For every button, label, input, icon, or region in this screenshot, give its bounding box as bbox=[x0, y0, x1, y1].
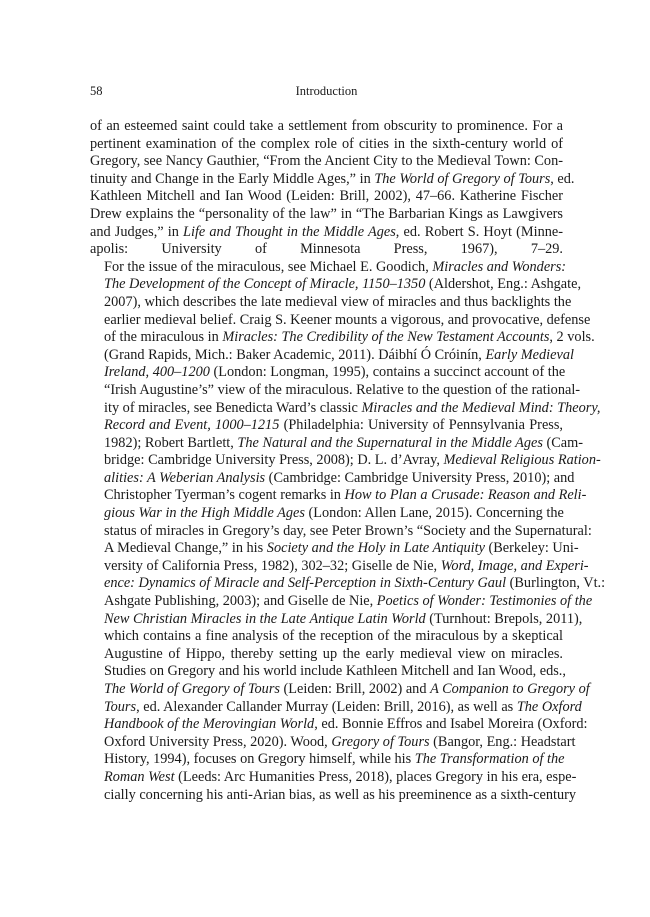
text-line bbox=[90, 381, 581, 400]
text-line bbox=[90, 399, 601, 418]
italic-title: alities: A Weberian Analysis bbox=[104, 469, 266, 486]
italic-title: Miracles: The Credibility of the New Testament Accounts bbox=[222, 329, 550, 346]
text-line bbox=[90, 593, 593, 611]
text-line bbox=[90, 329, 595, 347]
text-run: , ed. Robert S. Hoyt (Minne- bbox=[395, 223, 563, 240]
text-run: earlier medieval belief. Craig S. Keener mounts a vigorous, and provocative, defense bbox=[104, 311, 591, 328]
text-line bbox=[90, 646, 563, 664]
italic-title: A Companion to Gregory of bbox=[430, 681, 590, 697]
text-line bbox=[90, 751, 563, 769]
text-line bbox=[90, 452, 601, 470]
text-run: (Philadelphia: University of Pennsylvania Press, bbox=[279, 417, 563, 434]
italic-title: Early Medieval bbox=[485, 346, 574, 363]
text-run: Ashgate Publishing, 2003); and Giselle de Nie, bbox=[104, 593, 377, 610]
italic-title: Roman West bbox=[104, 768, 175, 785]
text-line bbox=[90, 716, 588, 734]
text-run: (Bangor, Eng.: Headstart bbox=[429, 733, 576, 750]
italic-title: Medieval Religious Ration- bbox=[443, 452, 601, 469]
text-run: “Irish Augustine’s” view of the miraculous. Relative to the question of the rational- bbox=[104, 381, 581, 398]
text-line bbox=[90, 346, 574, 365]
text-run: (Burlington, Vt.: bbox=[506, 575, 606, 592]
text-run: Kathleen Mitchell and Ian Wood (Leiden: Brill, 2002), 47–66. Katherine Fischer bbox=[90, 188, 563, 205]
text-line bbox=[90, 311, 591, 330]
text-line bbox=[90, 733, 576, 752]
text-run: pertinent examination of the complex role of cities in the sixth-century world of bbox=[90, 135, 563, 152]
italic-title: Society and the Holy in Late Antiquity bbox=[266, 540, 485, 557]
text-run: tinuity and Change in the Early Middle Ages,” in bbox=[90, 170, 375, 187]
text-line bbox=[90, 786, 577, 805]
text-run: which contains a fine analysis of the reception of the miraculous by a skeptical bbox=[104, 628, 563, 645]
page-number: 58 bbox=[90, 84, 103, 98]
italic-title: Life and Thought in the Middle Ages bbox=[183, 223, 396, 240]
text-run: bridge: Cambridge University Press, 2008); D. L. d’Avray, bbox=[104, 452, 444, 469]
paragraph bbox=[90, 663, 590, 804]
text-line bbox=[90, 434, 584, 453]
italic-title: Miracles and the Medieval Mind: Theory, bbox=[361, 399, 601, 416]
text-run: Drew explains the “personality of the law” in “The Barbarian Kings as Lawgivers bbox=[90, 205, 563, 222]
text-run: History, 1994), focuses on Gregory himself, while his bbox=[104, 751, 415, 768]
text-run: (Grand Rapids, Mich.: Baker Academic, 2011). Dáibhí Ó Cróinín, bbox=[104, 346, 486, 363]
italic-title: Tours bbox=[104, 698, 137, 715]
italic-title: gious War in the High Middle Ages bbox=[104, 505, 305, 522]
italic-title: The World of Gregory of Tours bbox=[104, 681, 280, 697]
text-run: Oxford University Press, 2020). Wood, bbox=[104, 733, 332, 750]
italic-title: The Transformation of the bbox=[414, 751, 565, 768]
text-line bbox=[90, 188, 563, 206]
text-run: (Leiden: Brill, 2002) and bbox=[279, 681, 431, 697]
italic-title: ence: Dynamics of Miracle and Self-Perception in Sixth-Century Gaul bbox=[104, 575, 507, 592]
italic-title: How to Plan a Crusade: Reason and Reli- bbox=[344, 487, 587, 504]
text-run: (Turnhout: Brepols, 2011), bbox=[425, 610, 583, 627]
text-run: cially concerning his anti-Arian bias, as well as his preeminence as a sixth-century bbox=[104, 786, 577, 803]
text-line bbox=[90, 628, 563, 646]
italic-title: The Natural and the Supernatural in the Middle Ages bbox=[237, 434, 543, 451]
text-line bbox=[90, 241, 563, 259]
italic-title: The World of Gregory of Tours bbox=[374, 170, 551, 187]
text-run: (London: Longman, 1995), contains a succinct account of the bbox=[209, 364, 566, 381]
text-line bbox=[90, 364, 566, 382]
text-line bbox=[90, 224, 563, 242]
text-line bbox=[90, 540, 579, 558]
text-run: Christopher Tyerman’s cogent remarks in bbox=[104, 487, 345, 504]
italic-title: New Christian Miracles in the Late Antique Latin World bbox=[104, 610, 426, 627]
text-run: , ed. bbox=[550, 170, 575, 187]
text-line bbox=[90, 469, 575, 488]
text-run: 2007), which describes the late medieval view of miracles and thus backlights the bbox=[104, 293, 572, 310]
text-run: 1982); Robert Bartlett, bbox=[104, 434, 238, 451]
text-line bbox=[90, 557, 589, 576]
text-run: of the miraculous in bbox=[104, 329, 223, 346]
running-head: Introduction bbox=[295, 84, 358, 98]
text-run: (London: Allen Lane, 2015). Concerning the bbox=[304, 505, 564, 522]
italic-title: Gregory of Tours bbox=[331, 733, 430, 750]
text-line bbox=[90, 276, 582, 294]
italic-title: Ireland, 400–1200 bbox=[104, 364, 210, 381]
text-line bbox=[90, 118, 563, 136]
text-run: (Aldershot, Eng.: Ashgate, bbox=[425, 276, 582, 293]
italic-title: Miracles and Wonders: bbox=[432, 258, 567, 275]
italic-title: The Oxford bbox=[516, 698, 582, 715]
text-line bbox=[90, 681, 590, 699]
text-line bbox=[90, 610, 583, 629]
text-line bbox=[90, 698, 582, 717]
page-header bbox=[90, 84, 563, 104]
text-run: (Cambridge: Cambridge University Press, 2010); and bbox=[265, 469, 575, 486]
italic-title: Record and Event, 1000–1215 bbox=[104, 417, 280, 434]
text-line bbox=[90, 206, 563, 224]
text-run: versity of California Press, 1982), 302–32; Giselle de Nie, bbox=[104, 557, 441, 574]
text-run: (Berkeley: Uni- bbox=[484, 540, 579, 557]
text-run: A Medieval Change,” in his bbox=[104, 540, 267, 557]
text-run: and Judges,” in bbox=[90, 223, 184, 240]
text-run: , 2 vols. bbox=[549, 329, 595, 346]
text-line bbox=[90, 153, 563, 171]
text-line bbox=[90, 575, 606, 593]
text-run: , ed. Bonnie Effros and Isabel Moreira (Oxford: bbox=[314, 716, 588, 733]
paragraph bbox=[90, 258, 606, 664]
text-run: (Leeds: Arc Humanities Press, 2018), places Gregory in his era, espe- bbox=[174, 768, 577, 785]
text-line bbox=[90, 417, 563, 435]
text-run: status of miracles in Gregory’s day, see Peter Brown’s “Society and the Supernatural: bbox=[104, 522, 592, 539]
text-line bbox=[90, 293, 572, 312]
text-line bbox=[90, 768, 577, 787]
italic-title: Handbook of the Merovingian World bbox=[104, 716, 315, 733]
text-line bbox=[90, 258, 567, 277]
text-line bbox=[90, 505, 563, 523]
italic-title: The Development of the Concept of Miracle, 1150–1350 bbox=[104, 276, 426, 293]
paragraph bbox=[90, 118, 575, 259]
text-line bbox=[90, 522, 592, 541]
text-line bbox=[90, 487, 587, 505]
italic-title: Word, Image, and Experi- bbox=[440, 557, 589, 574]
text-run: Studies on Gregory and his world include Kathleen Mitchell and Ian Wood, eds., bbox=[104, 663, 566, 680]
body-text bbox=[90, 118, 606, 804]
text-line bbox=[90, 136, 563, 154]
text-line bbox=[90, 663, 566, 681]
italic-title: Poetics of Wonder: Testimonies of the bbox=[376, 593, 593, 610]
text-run: Gregory, see Nancy Gauthier, “From the Ancient City to the Medieval Town: Con- bbox=[90, 153, 563, 170]
text-run: of an esteemed saint could take a settlement from obscurity to prominence. For a bbox=[90, 118, 563, 134]
text-line bbox=[90, 170, 575, 189]
text-run: apolis: University of Minnesota Press, 1967), 7–29. bbox=[90, 241, 563, 258]
text-run: , ed. Alexander Callander Murray (Leiden: Brill, 2016), as well as bbox=[136, 698, 517, 715]
text-run: ity of miracles, see Benedicta Ward’s classic bbox=[104, 399, 362, 416]
text-run: (Cam- bbox=[542, 434, 584, 451]
text-run: Augustine of Hippo, thereby setting up the early medieval view on miracles. bbox=[104, 645, 563, 662]
text-run: For the issue of the miraculous, see Michael E. Goodich, bbox=[104, 258, 433, 275]
